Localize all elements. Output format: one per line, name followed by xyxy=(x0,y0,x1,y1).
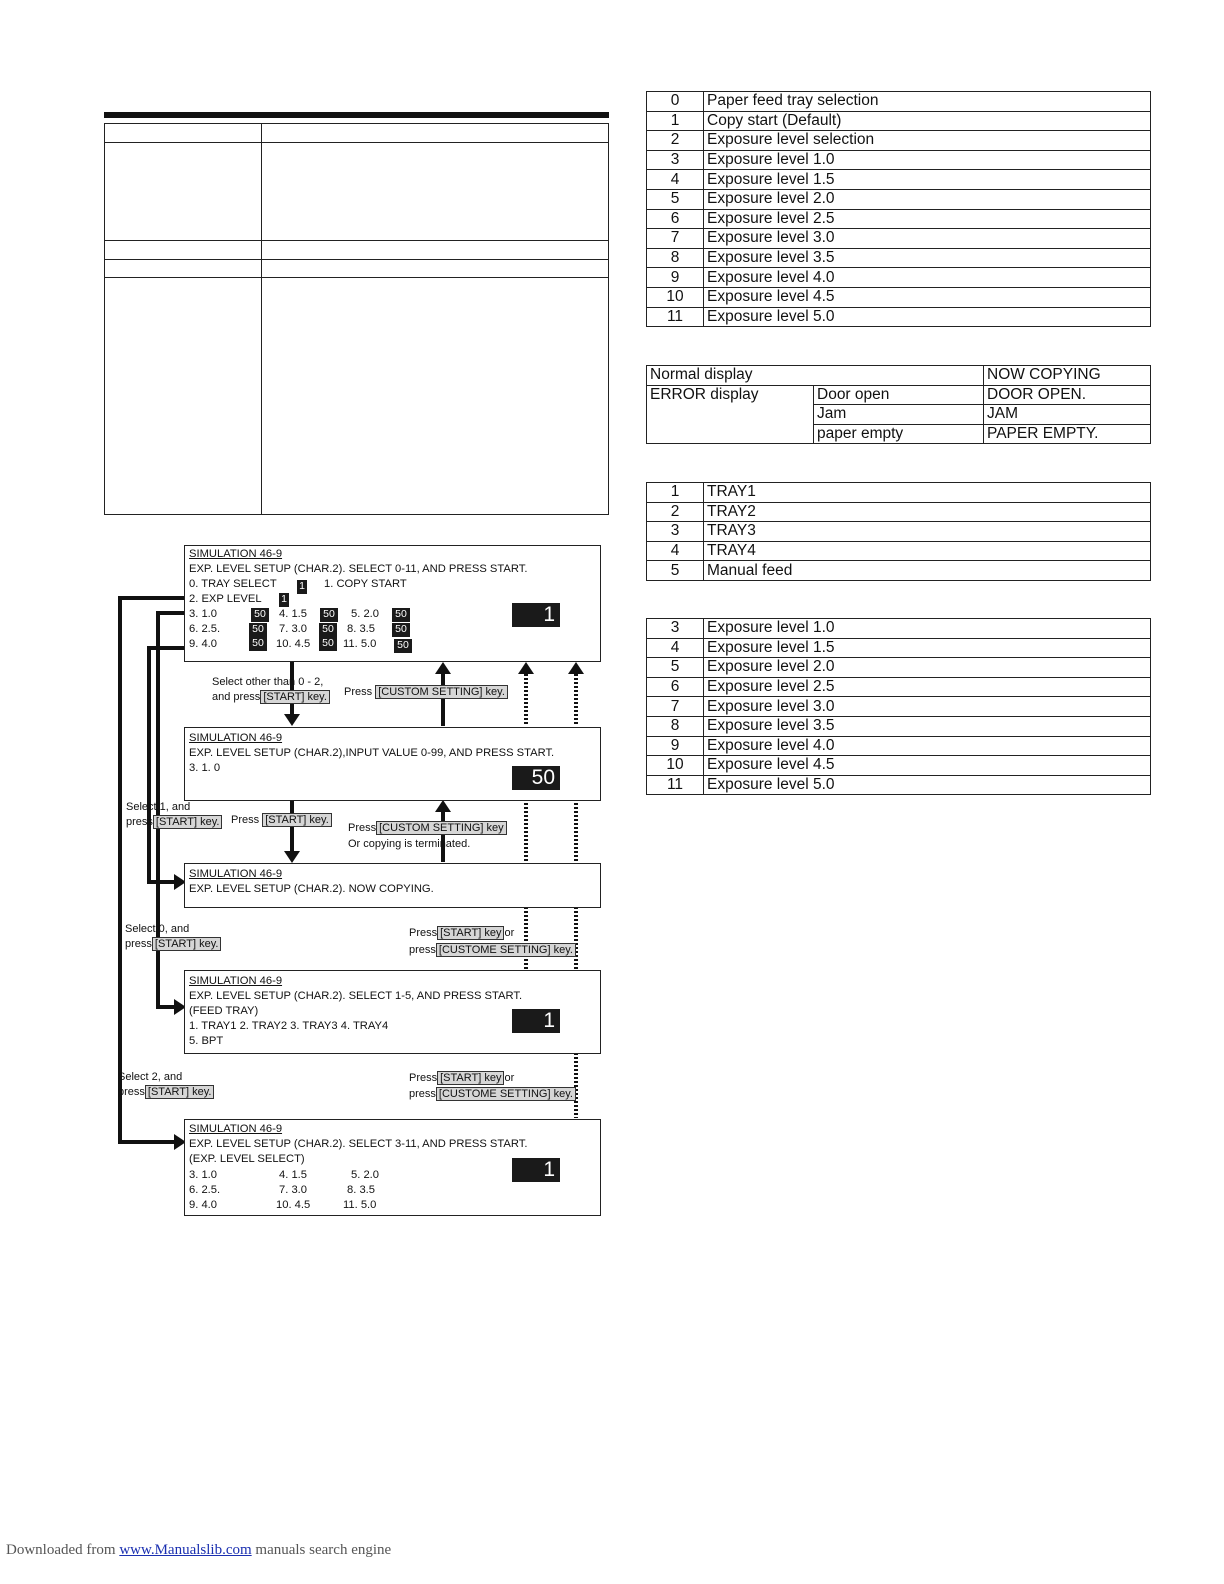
row-label: Exposure level 4.5 xyxy=(704,287,1151,307)
exp-item-label: 4. 1.5 xyxy=(279,608,307,620)
press-start-label xyxy=(118,1085,214,1100)
row-number: 5 xyxy=(647,658,704,678)
press-start-label xyxy=(126,815,222,830)
row-number: 0 xyxy=(647,92,704,112)
exp-item-value: 50 xyxy=(251,608,269,622)
row-number: 3 xyxy=(647,522,704,542)
exp-level-value: 1 xyxy=(279,593,289,607)
row-number: 11 xyxy=(647,775,704,795)
screen-instruction: EXP. LEVEL SETUP (CHAR.2). SELECT 1-5, AND PRESS START. xyxy=(189,990,523,1002)
row-label: Exposure level 5.0 xyxy=(704,775,1151,795)
row-number: 6 xyxy=(647,209,704,229)
press-start-or-label xyxy=(409,926,514,941)
screen-title: SIMULATION 46-9 xyxy=(189,868,283,880)
arrowhead xyxy=(435,662,451,674)
row-number: 4 xyxy=(647,541,704,561)
exp-item-value: 50 xyxy=(394,639,412,653)
row-label: Exposure level 3.0 xyxy=(704,697,1151,717)
row-label: Manual feed xyxy=(704,561,1151,581)
screen-instruction: EXP. LEVEL SETUP (CHAR.2),INPUT VALUE 0-99, AND PRESS START. xyxy=(189,747,555,759)
row-label: TRAY3 xyxy=(704,522,1151,542)
select-other-label: Select other than 0 - 2, xyxy=(212,676,324,688)
screen-exp-select xyxy=(184,1119,601,1216)
screen-input xyxy=(184,727,601,801)
screen-select xyxy=(184,545,601,662)
exp-item-value: 50 xyxy=(392,608,410,622)
exp-item-value: 50 xyxy=(319,623,337,637)
row-number: 4 xyxy=(647,638,704,658)
start-key: [START] key. xyxy=(152,937,222,951)
press-custome-label xyxy=(409,943,576,958)
error-msg: JAM xyxy=(984,405,1151,425)
exp-item-value: 50 xyxy=(319,637,337,651)
arrowhead xyxy=(568,662,584,674)
screen-copying xyxy=(184,863,601,908)
screen-subtitle: (FEED TRAY) xyxy=(189,1005,259,1017)
select2-label: Select 2, and xyxy=(118,1071,183,1083)
loop-select1 xyxy=(149,648,185,882)
row-number: 7 xyxy=(647,229,704,249)
row-number: 10 xyxy=(647,756,704,776)
select0-label: Select 0, and xyxy=(125,923,190,935)
row-label: Exposure level selection xyxy=(704,131,1151,151)
screen-instruction: EXP. LEVEL SETUP (CHAR.2). SELECT 3-11, AND PRESS START. xyxy=(189,1138,528,1150)
row-label: Exposure level 3.5 xyxy=(704,248,1151,268)
press-text: press xyxy=(409,1088,436,1100)
copy-start-label: 1. COPY START xyxy=(324,578,407,590)
row-label: Exposure level 1.0 xyxy=(704,150,1151,170)
exp-item-label: 3. 1.0 xyxy=(189,1169,217,1181)
tray-select-value: 1 xyxy=(297,580,307,594)
screen-item: 3. 1. 0 xyxy=(189,762,221,774)
select1-label: Select 1, and xyxy=(126,801,191,813)
row-number: 2 xyxy=(647,131,704,151)
exp-item-label: 5. 2.0 xyxy=(351,1169,379,1181)
normal-display-label: Normal display xyxy=(647,366,984,386)
exp-item-value: 50 xyxy=(249,637,267,651)
exp-item-value: 50 xyxy=(249,623,267,637)
row-number: 8 xyxy=(647,716,704,736)
arrowhead xyxy=(284,851,300,863)
display-value: 50 xyxy=(512,766,560,790)
exp-item-value: 50 xyxy=(320,608,338,622)
error-msg: DOOR OPEN. xyxy=(984,385,1151,405)
start-key: [START] key. xyxy=(153,815,223,829)
row-label: Exposure level 4.0 xyxy=(704,268,1151,288)
exp-item-label: 5. 2.0 xyxy=(351,608,379,620)
screen-title: SIMULATION 46-9 xyxy=(189,975,283,987)
press-custom-label xyxy=(344,685,508,700)
screen-feed-tray xyxy=(184,970,601,1054)
screen-items: 5. BPT xyxy=(189,1035,224,1047)
loop-select2 xyxy=(120,598,185,1142)
row-label: Exposure level 3.0 xyxy=(704,229,1151,249)
error-cond: Door open xyxy=(814,385,984,405)
row-number: 11 xyxy=(647,307,704,327)
screen-title: SIMULATION 46-9 xyxy=(189,732,283,744)
start-key: [START] key. xyxy=(260,690,330,704)
error-cond: paper empty xyxy=(814,424,984,444)
footer-suffix: manuals search engine xyxy=(255,1542,392,1558)
normal-display-value: NOW COPYING xyxy=(984,366,1151,386)
screen-instruction: EXP. LEVEL SETUP (CHAR.2). NOW COPYING. xyxy=(189,883,434,895)
press-text: press xyxy=(126,816,153,828)
exp-item-label: 10. 4.5 xyxy=(276,638,311,650)
row-number: 7 xyxy=(647,697,704,717)
footer-link[interactable]: www.Manualslib.com xyxy=(119,1542,252,1558)
press-text: Press xyxy=(409,927,438,939)
screen-subtitle: (EXP. LEVEL SELECT) xyxy=(189,1153,305,1165)
row-label: Exposure level 2.5 xyxy=(704,677,1151,697)
exp-item-label: 7. 3.0 xyxy=(279,1184,307,1196)
row-number: 6 xyxy=(647,677,704,697)
or-text: or xyxy=(504,1072,515,1084)
row-number: 10 xyxy=(647,287,704,307)
exp-item-label: 8. 3.5 xyxy=(347,1184,375,1196)
screen-title: SIMULATION 46-9 xyxy=(189,1123,283,1135)
row-label: Exposure level 3.5 xyxy=(704,716,1151,736)
row-label: Exposure level 4.0 xyxy=(704,736,1151,756)
row-label: Copy start (Default) xyxy=(704,111,1151,131)
press-start-label xyxy=(231,813,332,828)
arrowhead xyxy=(518,662,534,674)
press-custome-label xyxy=(409,1087,576,1102)
display-value: 1 xyxy=(512,1158,560,1182)
exp-item-value: 50 xyxy=(392,623,410,637)
row-label: Exposure level 2.0 xyxy=(704,189,1151,209)
start-key: [START] key. xyxy=(262,813,332,827)
exp-item-label: 10. 4.5 xyxy=(276,1199,311,1211)
row-number: 2 xyxy=(647,502,704,522)
press-start-label xyxy=(125,937,221,952)
row-number: 8 xyxy=(647,248,704,268)
exp-item-label: 6. 2.5. xyxy=(189,623,221,635)
exp-item-label: 11. 5.0 xyxy=(343,1199,377,1211)
exp-item-label: 6. 2.5. xyxy=(189,1184,221,1196)
press-text: press xyxy=(125,938,152,950)
row-label: Exposure level 2.0 xyxy=(704,658,1151,678)
row-label: Paper feed tray selection xyxy=(704,92,1151,112)
custom-setting-key: [CUSTOM SETTING] key xyxy=(376,821,506,835)
custom-setting-key: [CUSTOM SETTING] key. xyxy=(375,685,508,699)
screen-title: SIMULATION 46-9 xyxy=(189,548,283,560)
exp-item-label: 4. 1.5 xyxy=(279,1169,307,1181)
press-text: Press xyxy=(409,1072,438,1084)
footer-prefix: Downloaded from xyxy=(6,1542,116,1558)
row-number: 9 xyxy=(647,736,704,756)
error-display-label: ERROR display xyxy=(647,385,814,444)
tray-select-label: 0. TRAY SELECT xyxy=(189,578,277,590)
exp-item-label: 11. 5.0 xyxy=(343,638,377,650)
exp-item-label: 7. 3.0 xyxy=(279,623,307,635)
or-text: or xyxy=(504,927,515,939)
error-msg: PAPER EMPTY. xyxy=(984,424,1151,444)
custome-setting-key: [CUSTOME SETTING] key. xyxy=(436,943,576,957)
press-text: Press xyxy=(344,686,373,698)
row-label: TRAY1 xyxy=(704,483,1151,503)
screen-instruction: EXP. LEVEL SETUP (CHAR.2). SELECT 0-11, AND PRESS START. xyxy=(189,563,528,575)
arrowhead xyxy=(435,800,451,812)
arrowhead xyxy=(284,714,300,726)
row-number: 3 xyxy=(647,150,704,170)
row-number: 3 xyxy=(647,619,704,639)
exp-level-label: 2. EXP LEVEL xyxy=(189,593,262,605)
row-number: 1 xyxy=(647,483,704,503)
start-key: [START] key xyxy=(437,926,504,940)
custome-setting-key: [CUSTOME SETTING] key. xyxy=(436,1087,576,1101)
row-label: Exposure level 5.0 xyxy=(704,307,1151,327)
and-press-label xyxy=(212,690,330,705)
row-label: Exposure level 4.5 xyxy=(704,756,1151,776)
press-text: Press xyxy=(231,814,260,826)
display-value: 1 xyxy=(512,603,560,627)
row-number: 1 xyxy=(647,111,704,131)
row-label: TRAY4 xyxy=(704,541,1151,561)
press-custom-label xyxy=(348,821,507,836)
row-label: Exposure level 2.5 xyxy=(704,209,1151,229)
press-text: Press xyxy=(348,822,377,834)
exp-item-label: 9. 4.0 xyxy=(189,1199,217,1211)
row-label: TRAY2 xyxy=(704,502,1151,522)
copying-terminated-label: Or copying is terminated. xyxy=(348,838,471,850)
start-key: [START] key. xyxy=(145,1085,215,1099)
exp-item-label: 8. 3.5 xyxy=(347,623,375,635)
screen-items: 1. TRAY1 2. TRAY2 3. TRAY3 4. TRAY4 xyxy=(189,1020,389,1032)
start-key: [START] key xyxy=(437,1071,504,1085)
press-text: press xyxy=(118,1086,145,1098)
press-start-or-label xyxy=(409,1071,514,1086)
row-number: 5 xyxy=(647,189,704,209)
row-number: 5 xyxy=(647,561,704,581)
footer xyxy=(6,1542,391,1559)
row-label: Exposure level 1.5 xyxy=(704,638,1151,658)
and-press-text: and press xyxy=(212,691,261,703)
exp-item-label: 9. 4.0 xyxy=(189,638,217,650)
error-cond: Jam xyxy=(814,405,984,425)
row-label: Exposure level 1.5 xyxy=(704,170,1151,190)
exp-item-label: 3. 1.0 xyxy=(189,608,217,620)
row-label: Exposure level 1.0 xyxy=(704,619,1151,639)
display-value: 1 xyxy=(512,1009,560,1033)
press-text: press xyxy=(409,944,436,956)
row-number: 4 xyxy=(647,170,704,190)
row-number: 9 xyxy=(647,268,704,288)
